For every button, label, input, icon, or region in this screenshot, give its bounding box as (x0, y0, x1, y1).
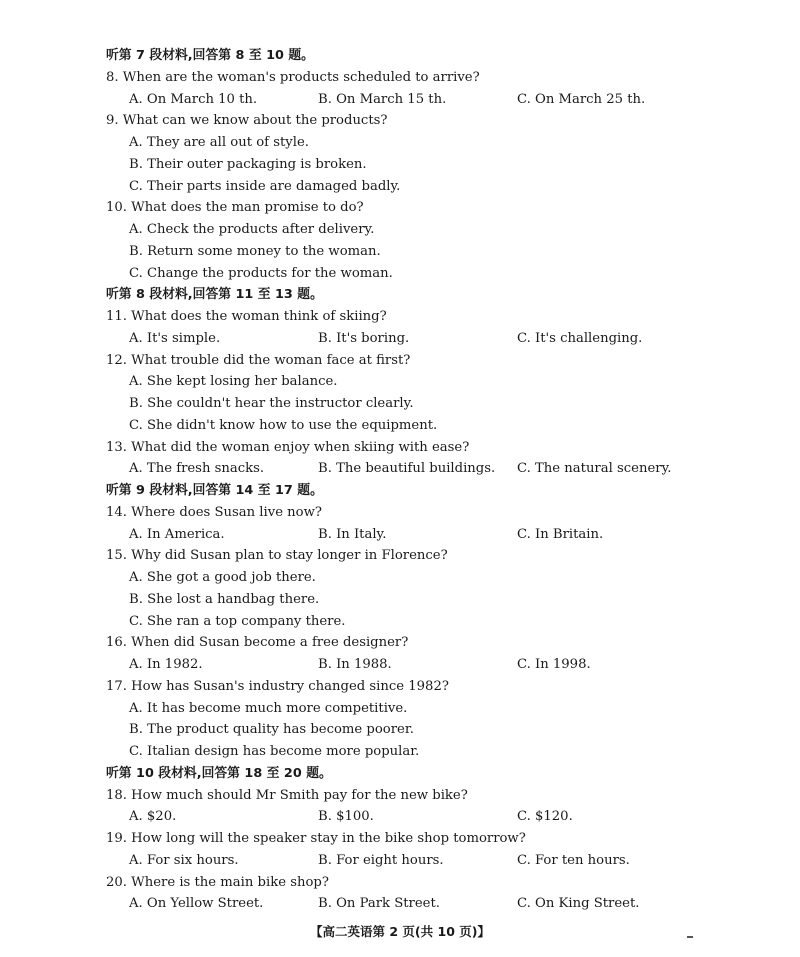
option-line (0, 219, 800, 241)
options-line (0, 328, 800, 350)
option-line (0, 176, 800, 198)
section-header-line (0, 763, 800, 785)
section-header-line (0, 284, 800, 306)
option-line (0, 567, 800, 589)
question-line (0, 872, 800, 894)
options-line (0, 524, 800, 546)
option-b: B. In 1988. (318, 657, 392, 672)
question-line (0, 67, 800, 89)
option-b: B. On March 15 th. (318, 91, 447, 107)
option-b: B. It's boring. (318, 330, 410, 346)
option-b: B. For eight hours. (318, 852, 444, 868)
question-line (0, 545, 800, 567)
option-a: A. She kept losing her balance. (129, 374, 338, 390)
question-line (0, 828, 800, 850)
option-c: C. Their parts inside are damaged badly. (129, 178, 401, 194)
option-c: C. On March 25 th. (517, 91, 646, 107)
section-header: 听第 8 段材料,回答第 11 至 13 题。 (106, 287, 323, 303)
page-footer: 【高二英语第 2 页(共 10 页)】 (310, 924, 490, 939)
question-text: 10. What does the man promise to do? (106, 200, 364, 216)
question-text: 19. How long will the speaker stay in the bike shop tomorrow? (106, 831, 526, 846)
option-b: B. She couldn't hear the instructor clearly. (129, 396, 414, 411)
option-a: A. It has become much more competitive. (129, 700, 408, 716)
section-header-line (0, 45, 800, 67)
section-header: 听第 7 段材料,回答第 8 至 10 题。 (106, 48, 314, 63)
question-line (0, 785, 800, 807)
option-line (0, 371, 800, 393)
option-a: A. $20. (129, 809, 177, 825)
question-text: 11. What does the woman think of skiing? (106, 309, 387, 324)
options-line (0, 893, 800, 915)
option-c: C. It's challenging. (517, 330, 643, 346)
section-header-line (0, 480, 800, 502)
option-a: A. In America. (129, 526, 225, 542)
options-line (0, 850, 800, 872)
option-line (0, 263, 800, 285)
question-text: 9. What can we know about the products? (106, 113, 388, 129)
option-b: B. The product quality has become poorer. (129, 722, 414, 738)
section-header: 听第 10 段材料,回答第 18 至 20 题。 (106, 765, 332, 781)
question-text: 13. What did the woman enjoy when skiing with ease? (106, 439, 470, 455)
options-line (0, 654, 800, 676)
option-line (0, 393, 800, 415)
question-text: 8. When are the woman's products scheduled to arrive? (106, 69, 480, 85)
option-line (0, 415, 800, 437)
option-b: B. In Italy. (318, 526, 387, 542)
option-c: C. On King Street. (517, 896, 640, 912)
question-line (0, 502, 800, 524)
option-b: B. She lost a handbag there. (129, 591, 320, 607)
scan-mark (687, 936, 693, 938)
option-c: C. The natural scenery. (517, 461, 672, 477)
option-a: A. In 1982. (129, 657, 203, 672)
options-line (0, 458, 800, 480)
option-b: B. $100. (318, 809, 374, 825)
option-a: A. On March 10 th. (129, 91, 258, 107)
option-a: A. On Yellow Street. (129, 896, 264, 912)
option-c: C. She ran a top company there. (129, 613, 346, 629)
question-text: 17. How has Susan's industry changed since 1982? (106, 678, 449, 694)
option-line (0, 132, 800, 154)
options-line (0, 89, 800, 111)
option-a: A. It's simple. (129, 330, 221, 346)
question-text: 18. How much should Mr Smith pay for the new bike? (106, 787, 468, 803)
option-a: A. She got a good job there. (129, 570, 316, 585)
question-text: 20. Where is the main bike shop? (106, 874, 329, 890)
question-text: 14. Where does Susan live now? (106, 504, 322, 520)
question-line (0, 197, 800, 219)
option-c: C. She didn't know how to use the equipment. (129, 417, 438, 433)
option-c: C. In 1998. (517, 657, 591, 672)
option-b: B. Return some money to the woman. (129, 243, 381, 259)
option-line (0, 611, 800, 633)
option-b: B. The beautiful buildings. (318, 461, 496, 477)
option-b: B. Their outer packaging is broken. (129, 156, 367, 172)
section-header: 听第 9 段材料,回答第 14 至 17 题。 (106, 483, 323, 498)
question-line (0, 676, 800, 698)
question-line (0, 350, 800, 372)
option-line (0, 154, 800, 176)
option-c: C. Italian design has become more popular. (129, 744, 420, 759)
option-a: A. Check the products after delivery. (129, 222, 375, 237)
question-text: 16. When did Susan become a free designer? (106, 635, 409, 651)
option-a: A. They are all out of style. (129, 135, 309, 150)
question-text: 12. What trouble did the woman face at first? (106, 352, 411, 368)
option-a: A. For six hours. (129, 852, 239, 868)
question-line (0, 437, 800, 459)
option-c: C. Change the products for the woman. (129, 265, 393, 281)
option-c: C. $120. (517, 809, 573, 825)
option-c: C. For ten hours. (517, 852, 630, 868)
option-c: C. In Britain. (517, 526, 604, 542)
option-a: A. The fresh snacks. (129, 461, 265, 477)
option-line (0, 589, 800, 611)
question-text: 15. Why did Susan plan to stay longer in Florence? (106, 548, 448, 564)
options-line (0, 806, 800, 828)
option-line (0, 698, 800, 720)
option-line (0, 741, 800, 763)
question-line (0, 632, 800, 654)
question-line (0, 110, 800, 132)
question-line (0, 306, 800, 328)
option-line (0, 241, 800, 263)
option-b: B. On Park Street. (318, 896, 440, 912)
option-line (0, 719, 800, 741)
